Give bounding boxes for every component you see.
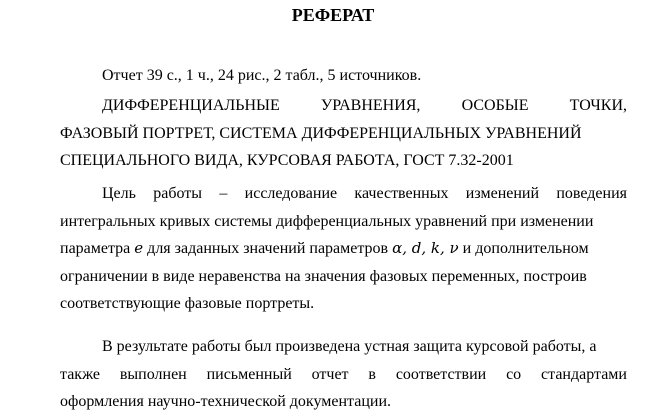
- params-symbols: α, d, k, ν: [392, 239, 459, 257]
- goal-line-1: Цель работы – исследование качественных изменений поведения: [102, 185, 627, 202]
- goal-line-5: соответствующие фазовые портреты.: [60, 295, 315, 312]
- goal-line-3-text-b: для заданных значений параметров: [143, 240, 393, 257]
- goal-line-3-text-c: и дополнительном: [458, 240, 589, 257]
- result-line-1: В результате работы был произведена устная защита курсовой работы, а: [102, 338, 597, 355]
- goal-line-3-text-a: параметра: [60, 240, 135, 257]
- keywords-line-1: ДИФФЕРЕНЦИАЛЬНЫЕ УРАВНЕНИЯ, ОСОБЫЕ ТОЧКИ,: [102, 97, 627, 114]
- keywords-line-2: ФАЗОВЫЙ ПОРТРЕТ, СИСТЕМА ДИФФЕРЕНЦИАЛЬНЫХ УРАВНЕНИЙ: [60, 124, 582, 142]
- result-paragraph: [60, 333, 627, 416]
- goal-line-2: интегральных кривых системы дифференциальных уравнений при изменении: [60, 212, 594, 230]
- result-line-3: оформления научно-технической документации.: [60, 393, 392, 410]
- page-title: РЕФЕРАТ: [291, 5, 375, 25]
- keywords-paragraph: [60, 92, 627, 175]
- result-line-2: также выполнен письменный отчет в соответствии со стандартами: [60, 365, 627, 383]
- goal-paragraph: [60, 180, 627, 318]
- goal-line-3: [60, 235, 627, 263]
- keywords-line-3: СПЕЦИАЛЬНОГО ВИДА, КУРСОВАЯ РАБОТА, ГОСТ 7.32-2001: [60, 152, 514, 169]
- summary-line: Отчет 39 с., 1 ч., 24 рис., 2 табл., 5 источников.: [102, 67, 422, 84]
- summary-paragraph: [60, 62, 627, 90]
- param-e-symbol: e: [134, 239, 144, 257]
- goal-line-4: ограничении в виде неравенства на значения фазовых переменных, построив: [60, 267, 587, 285]
